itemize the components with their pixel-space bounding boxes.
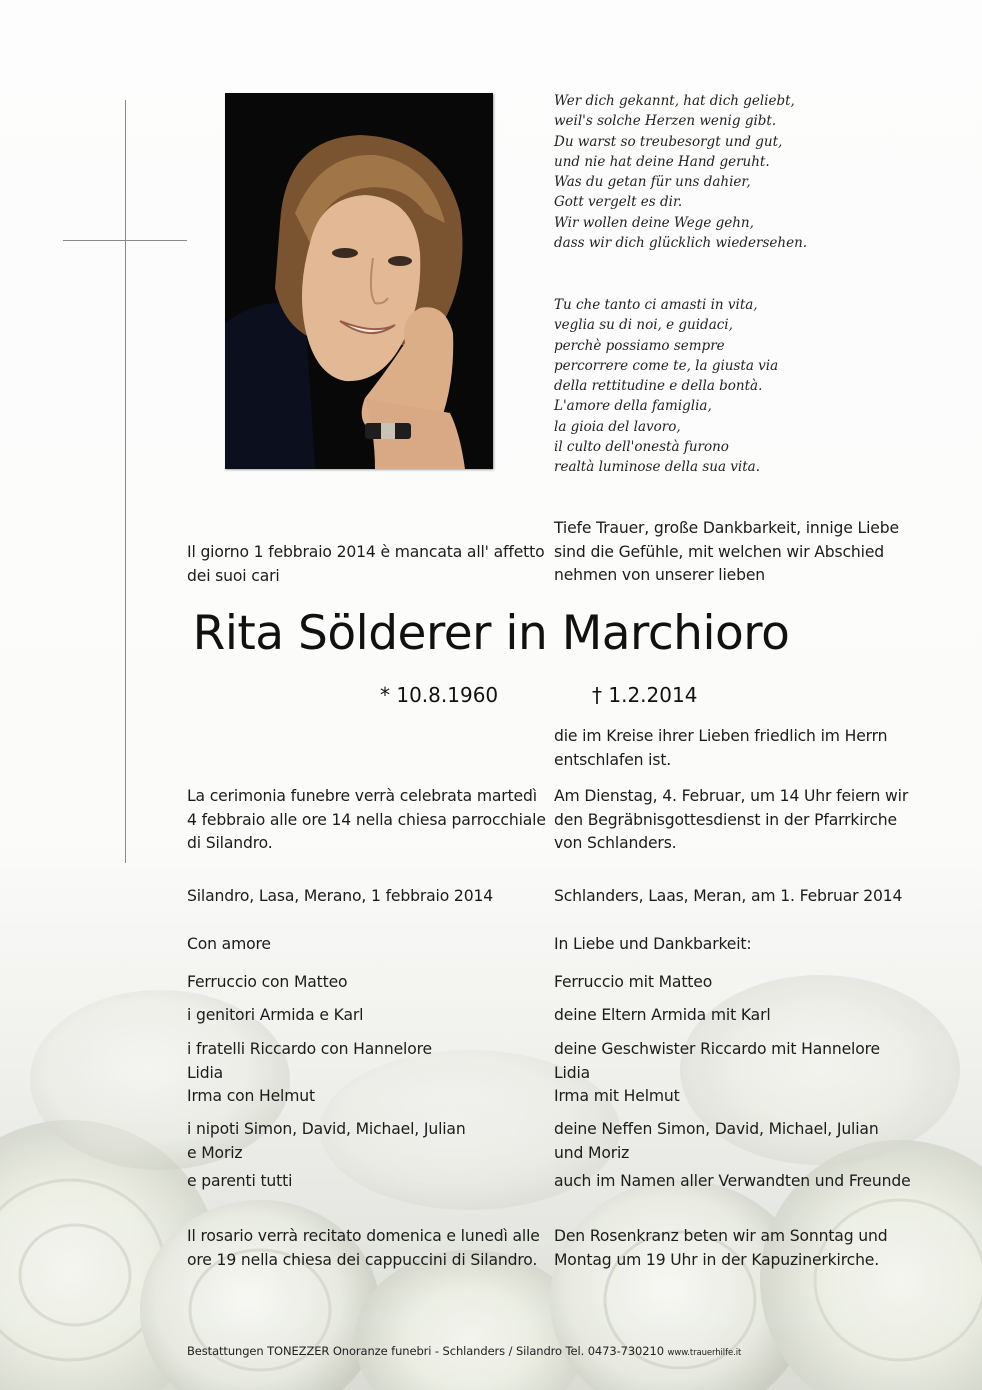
text-line: 4 febbraio alle ore 14 nella chiesa parrocchiale — [187, 810, 546, 829]
poem-line: und nie hat deine Hand geruht. — [554, 153, 770, 170]
text-line: La cerimonia funebre verrà celebrata martedì — [187, 787, 537, 805]
mourner-group: Ferruccio con Matteo — [187, 973, 348, 991]
intro-italian — [187, 541, 544, 588]
mourner-group: e parenti tutti — [187, 1172, 293, 1190]
rosary-italian — [187, 1225, 540, 1272]
poem-italian — [554, 295, 778, 478]
text-line: ore 19 nella chiesa dei cappuccini di Silandro. — [187, 1250, 538, 1269]
poem-line: il culto dell'onestà furono — [554, 439, 729, 456]
text-line: sind die Gefühle, mit welchen wir Abschied — [554, 542, 885, 561]
text-line: den Begräbnisgottesdienst in der Pfarrkirche — [554, 810, 897, 829]
text-line: deine Neffen Simon, David, Michael, Julian — [554, 1120, 879, 1138]
place-date-italian: Silandro, Lasa, Merano, 1 febbraio 2014 — [187, 887, 494, 905]
text-line: i fratelli Riccardo con Hannelore — [187, 1040, 432, 1058]
birth-date: * 10.8.1960 — [380, 683, 499, 707]
poem-line: Wer dich gekannt, hat dich geliebt, — [554, 93, 795, 109]
mourner-group — [187, 1118, 466, 1165]
text-line: Am Dienstag, 4. Februar, um 14 Uhr feiern wir — [554, 787, 909, 805]
poem-line: Tu che tanto ci amasti in vita, — [554, 297, 758, 313]
mourner-group: auch im Namen aller Verwandten und Freunde — [554, 1172, 911, 1190]
mourner-group — [187, 1038, 432, 1109]
poem-line: veglia su di noi, e guidaci, — [554, 317, 733, 334]
closing-italian: Con amore — [187, 935, 271, 953]
text-line: und Moriz — [554, 1143, 630, 1162]
text-line: Lidia — [187, 1063, 224, 1082]
poem-line: la gioia del lavoro, — [554, 418, 681, 435]
text-line: Den Rosenkranz beten wir am Sonntag und — [554, 1227, 888, 1245]
footer-text: Bestattungen TONEZZER Onoranze funebri - Schlanders / Silandro Tel. 0473-730210 — [187, 1344, 664, 1358]
passing-german — [554, 725, 887, 772]
mourner-group — [554, 1118, 879, 1165]
portrait-photo — [225, 93, 493, 469]
poem-line: Du warst so treubesorgt und gut, — [554, 133, 783, 150]
poem-line: weil's solche Herzen wenig gibt. — [554, 113, 777, 130]
poem-line: Wir wollen deine Wege gehn, — [554, 214, 754, 231]
text-line: Il giorno 1 febbraio 2014 è mancata all' affetto — [187, 543, 545, 561]
intro-german — [554, 517, 899, 588]
poem-line: Gott vergelt es dir. — [554, 194, 683, 211]
text-line: Irma mit Helmut — [554, 1087, 680, 1105]
text-line: entschlafen ist. — [554, 750, 672, 769]
funeral-home-footer — [187, 1344, 741, 1358]
cross-horizontal-line — [63, 240, 187, 241]
text-line: i nipoti Simon, David, Michael, Julian — [187, 1120, 466, 1138]
text-line: Montag um 19 Uhr in der Kapuzinerkirche. — [554, 1250, 880, 1269]
mourner-group: deine Eltern Armida mit Karl — [554, 1006, 771, 1024]
text-line: Tiefe Trauer, große Dankbarkeit, innige Liebe — [554, 519, 899, 537]
ceremony-italian — [187, 785, 546, 856]
mourner-group: i genitori Armida e Karl — [187, 1006, 364, 1024]
text-line: deine Geschwister Riccardo mit Hannelore — [554, 1040, 880, 1058]
text-line: di Silandro. — [187, 834, 273, 852]
cross-vertical-line — [125, 100, 126, 863]
poem-german — [554, 91, 807, 253]
poem-line: perchè possiamo sempre — [554, 337, 725, 354]
poem-line: Was du getan für uns dahier, — [554, 174, 751, 191]
text-line: die im Kreise ihrer Lieben friedlich im Herrn — [554, 727, 888, 745]
text-line: von Schlanders. — [554, 834, 677, 852]
text-line: Il rosario verrà recitato domenica e lunedì alle — [187, 1227, 540, 1245]
text-line: e Moriz — [187, 1143, 243, 1162]
death-date: † 1.2.2014 — [592, 683, 698, 707]
ceremony-german — [554, 785, 908, 856]
text-line: Irma con Helmut — [187, 1087, 315, 1105]
poem-line: percorrere come te, la giusta via — [554, 357, 779, 374]
poem-line: L'amore della famiglia, — [554, 398, 712, 415]
poem-line: della rettitudine e della bontà. — [554, 378, 763, 395]
place-date-german: Schlanders, Laas, Meran, am 1. Februar 2014 — [554, 887, 903, 905]
deceased-name: Rita Sölderer in Marchioro — [192, 606, 790, 661]
footer-website[interactable]: www.trauerhilfe.it — [667, 1348, 742, 1358]
text-line: dei suoi cari — [187, 566, 280, 585]
poem-line: realtà luminose della sua vita. — [554, 459, 761, 476]
poem-line: dass wir dich glücklich wiedersehen. — [554, 235, 808, 252]
text-line: Lidia — [554, 1063, 591, 1082]
closing-german: In Liebe und Dankbarkeit: — [554, 935, 752, 953]
rosary-german — [554, 1225, 887, 1272]
mourner-group: Ferruccio mit Matteo — [554, 973, 713, 991]
text-line: nehmen von unserer lieben — [554, 566, 765, 584]
mourner-group — [554, 1038, 880, 1109]
